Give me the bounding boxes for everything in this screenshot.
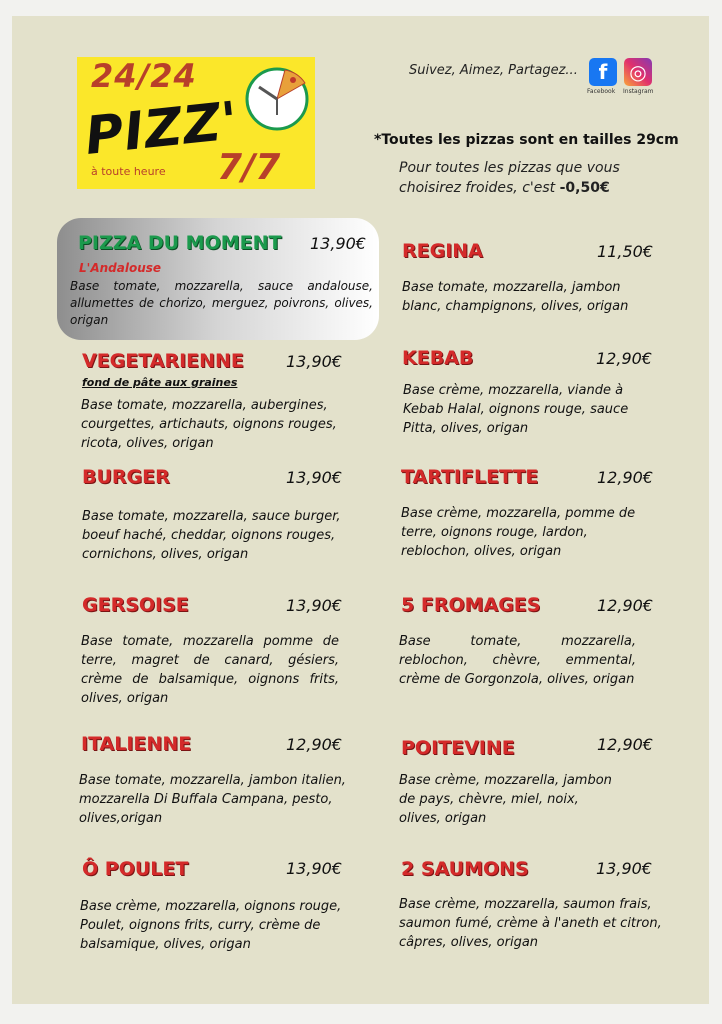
pizza-description: Base crème, mozzarella, jambon de pays, chèvre, miel, noix, olives, origan [399,773,612,826]
logo-tagline: à toute heure [91,165,166,178]
pizza-description: Base crème, mozzarella, oignons rouge, Poulet, oignons frits, curry, crème de balsamique, olives, origan [80,899,342,952]
pizza-name: TARTIFLETTE [401,466,539,488]
pizza-description: Base crème, mozzarella, viande à Kebab Halal, oignons rouge, sauce Pitta, olives, origan [403,383,629,436]
pizza-price: 13,90€ [286,352,342,371]
logo-24-24: 24/24 [91,57,197,95]
pizz-logo [77,57,315,189]
pizza-name: KEBAB [402,347,474,369]
pizza-name: 5 FROMAGES [401,594,541,616]
pizza-name: 2 SAUMONS [401,858,529,880]
logo-7-7: 7/7 [217,147,281,188]
pizza-name: GERSOISE [82,594,189,616]
pizza-price: 13,90€ [310,234,366,253]
pizza-description: Base crème, mozzarella, pomme de terre, oignons rouge, lardon, reblochon, olives, origan [401,506,636,559]
pizza-name: Ô POULET [82,858,189,880]
pizza-name: VEGETARIENNE [82,350,244,372]
pizza-name: POITEVINE [401,737,515,759]
pizza-price: 12,90€ [597,468,653,487]
cold-note-text: Pour toutes les pizzas que vous choisirez froides, c'est [399,160,620,196]
pizza-description: Base crème, mozzarella, saumon frais, saumon fumé, crème à l'aneth et citron, câpres, olives, origan [399,897,662,950]
facebook-label: Facebook [587,88,616,95]
pizza-subtitle: L'Andalouse [79,261,162,275]
pizza-description: Base tomate, mozzarella, jambon blanc, champignons, olives, origan [402,280,629,314]
pizza-price: 13,90€ [286,596,342,615]
pizza-price: 12,90€ [597,596,653,615]
pizza-price: 13,90€ [596,859,652,878]
pizza-description: Base tomate, mozzarella, jambon italien, mozzarella Di Buffala Campana, pesto, olives,origan [79,773,346,826]
pizza-description: Base tomate, mozzarella pomme de terre, magret de canard, gésiers, crème de balsamique, oignons frits, olives, origan [81,634,339,706]
pizza-subtitle: fond de pâte aux graines [82,376,238,389]
cold-note-price: -0,50€ [559,180,610,196]
pizza-price: 12,90€ [596,349,652,368]
logo-pizz: PIZZ' [82,91,242,167]
follow-text: Suivez, Aimez, Partagez... [409,63,578,78]
pizza-price: 13,90€ [286,468,342,487]
pizza-price: 11,50€ [597,242,653,261]
cold-note [399,158,669,198]
pizza-name: BURGER [82,466,170,488]
pizza-description: Base tomate, mozzarella, aubergines, courgettes, artichauts, oignons rouges, ricota, olives, origan [81,398,337,451]
pizza-price: 13,90€ [286,859,342,878]
pizza-price: 12,90€ [286,735,342,754]
pizza-price: 12,90€ [597,735,653,754]
pizza-description: Base tomate, mozzarella, reblochon, chèvre, emmental, crème de Gorgonzola, olives, origan [399,634,636,687]
facebook-icon[interactable]: f [589,58,617,86]
instagram-label: Instagram [623,88,654,95]
pizza-name: PIZZA DU MOMENT [78,232,282,254]
pizza-clock-icon [241,63,313,135]
pizza-name: REGINA [402,240,483,262]
pizza-description: Base tomate, mozzarella, sauce burger, boeuf haché, cheddar, oignons rouges, cornichons, olives, origan [82,509,341,562]
instagram-icon[interactable]: ◎ [624,58,652,86]
size-note: *Toutes les pizzas sont en tailles 29cm [374,132,679,148]
pizza-description: Base tomate, mozzarella, sauce andalouse, allumettes de chorizo, merguez, poivrons, olives, origan [70,279,373,327]
pizza-name: ITALIENNE [81,733,192,755]
